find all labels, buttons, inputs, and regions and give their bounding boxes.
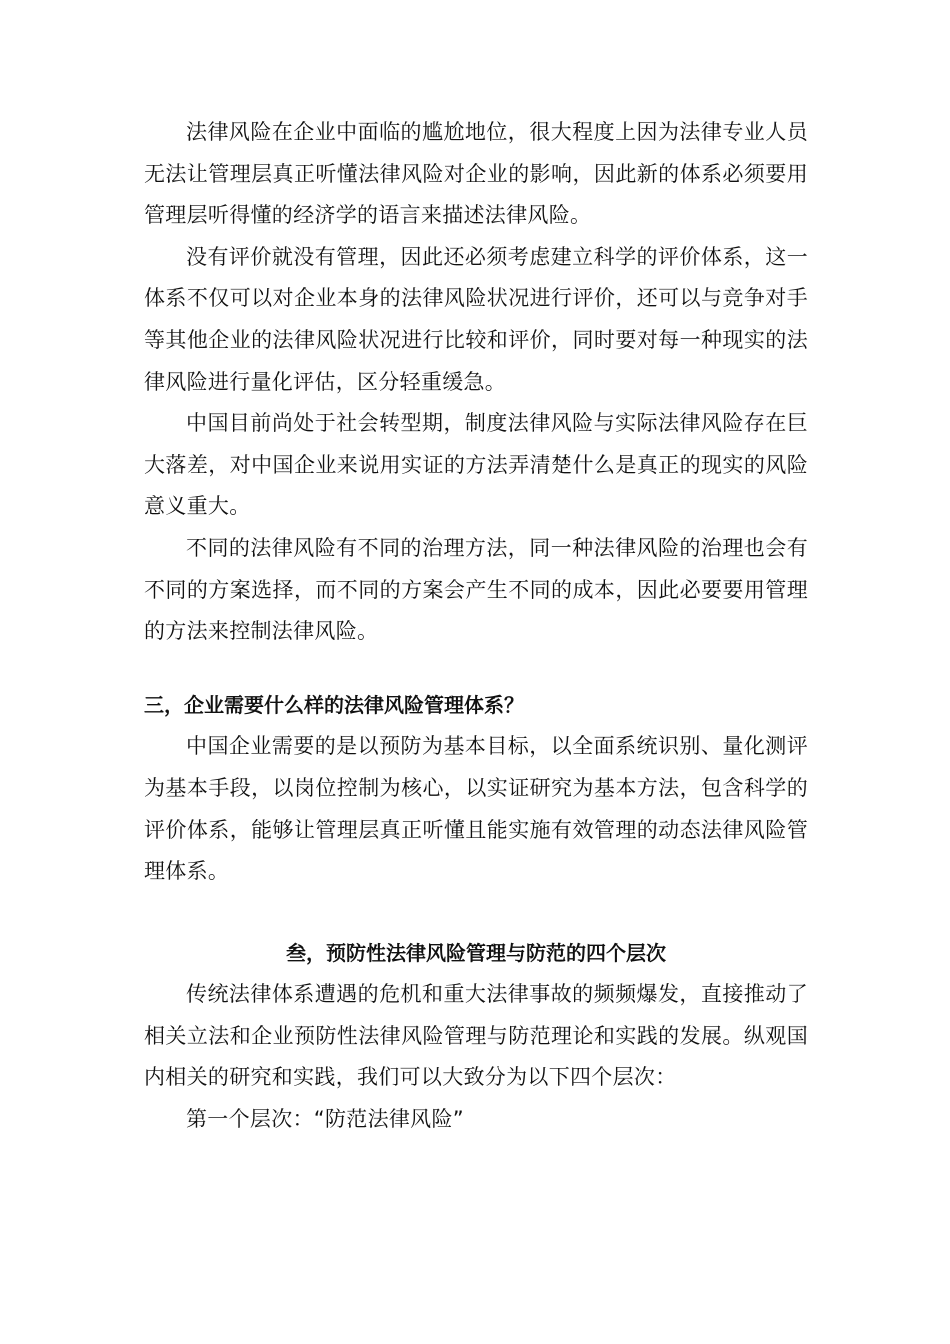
section-heading: 三，企业需要什么样的法律风险管理体系？	[144, 692, 524, 717]
paragraph: 传统法律体系遭遇的危机和重大法律事故的频频爆发，直接推动了相关立法和企业预防性法律风险管理与防范理论和实践的发展。纵观国内相关的研究和实践，我们可以大致分为以下四个层次：	[144, 982, 808, 1090]
section-heading: 叁，预防性法律风险管理与防范的四个层次	[286, 940, 666, 965]
paragraph: 不同的法律风险有不同的治理方法，同一种法律风险的治理也会有不同的方案选择，而不同的方案会产生不同的成本，因此必要要用管理的方法来控制法律风险。	[144, 535, 808, 644]
level-item: 第一个层次：“防范法律风险”	[186, 1107, 464, 1132]
paragraph: 没有评价就没有管理，因此还必须考虑建立科学的评价体系，这一体系不仅可以对企业本身的法律风险状况进行评价，还可以与竞争对手等其他企业的法律风险状况进行比较和评价，同时要对每一种现实的法律风险进行量化评估，区分轻重缓急。	[144, 244, 808, 394]
document-page	[144, 112, 808, 1141]
paragraph: 法律风险在企业中面临的尴尬地位，很大程度上因为法律专业人员无法让管理层真正听懂法律风险对企业的影响，因此新的体系必须要用管理层听得懂的经济学的语言来描述法律风险。	[144, 120, 808, 228]
paragraph: 中国目前尚处于社会转型期，制度法律风险与实际法律风险存在巨大落差，对中国企业来说用实证的方法弄清楚什么是真正的现实的风险意义重大。	[144, 411, 808, 519]
paragraph: 中国企业需要的是以预防为基本目标，以全面系统识别、量化测评为基本手段，以岗位控制为核心，以实证研究为基本方法，包含科学的评价体系，能够让管理层真正听懂且能实施有效管理的动态法律风险管理体系。	[144, 734, 808, 884]
